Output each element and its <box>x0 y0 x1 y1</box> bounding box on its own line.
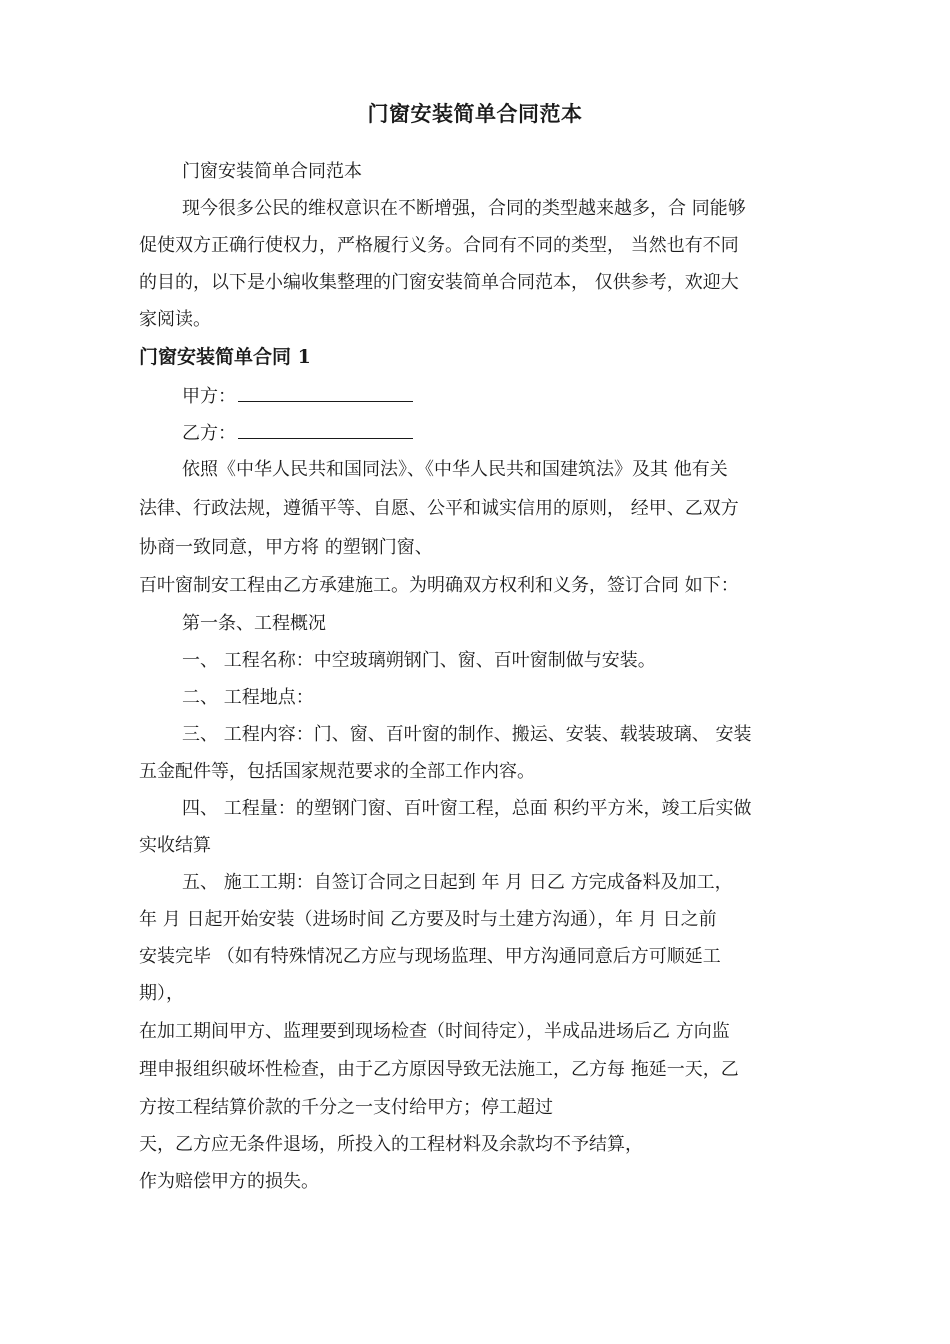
body-line: 五金配件等，包括国家规范要求的全部工作内容。 <box>139 761 535 782</box>
intro-line: 家阅读。 <box>139 309 211 330</box>
body-line: 理申报组织破坏性检查，由于乙方原因导致无法施工，乙方每 拖延一天，乙 <box>139 1059 739 1080</box>
intro-line: 的目的，以下是小编收集整理的门窗安装简单合同范本， 仅供参考，欢迎大 <box>139 272 739 293</box>
document-subtitle: 门窗安装简单合同范本 <box>182 161 362 182</box>
party-b-blank <box>238 420 413 439</box>
document-title: 门窗安装简单合同范本 <box>367 101 583 126</box>
section-heading: 门窗安装简单合同 1 <box>139 346 311 368</box>
body-line: 四、 工程量：的塑钢门窗、百叶窗工程，总面 积约平方米，竣工后实做 <box>182 798 752 819</box>
body-line: 二、 工程地点： <box>182 687 314 708</box>
intro-line: 促使双方正确行使权力，严格履行义务。合同有不同的类型， 当然也有不同 <box>139 235 739 256</box>
body-line: 方按工程结算价款的千分之一支付给甲方；停工超过 <box>139 1097 553 1118</box>
body-line: 年 月 日起开始安装（进场时间 乙方要及时与土建方沟通），年 月 日之前 <box>139 909 717 930</box>
body-line: 五、 施工工期：自签订合同之日起到 年 月 日乙 方完成备料及加工， <box>182 872 733 893</box>
body-line: 三、 工程内容：门、窗、百叶窗的制作、搬运、安装、载装玻璃、 安装 <box>182 724 752 745</box>
intro-line: 现今很多公民的维权意识在不断增强，合同的类型越来越多，合 同能够 <box>182 198 746 219</box>
body-line: 期）， <box>139 983 184 1004</box>
body-line: 在加工期间甲方、监理要到现场检查（时间待定），半成品进场后乙 方向监 <box>139 1021 730 1042</box>
body-line: 实收结算 <box>139 835 211 856</box>
party-b-label: 乙方： <box>182 423 236 444</box>
body-line: 协商一致同意，甲方将 的塑钢门窗、 <box>139 537 433 558</box>
party-b-line <box>182 420 413 446</box>
party-a-line <box>182 383 413 409</box>
party-a-label: 甲方： <box>182 386 236 407</box>
body-line: 百叶窗制安工程由乙方承建施工。为明确双方权利和义务，签订合同 如下： <box>139 575 739 596</box>
body-line: 作为赔偿甲方的损失。 <box>139 1171 319 1192</box>
body-line: 一、 工程名称：中空玻璃朔钢门、窗、百叶窗制做与安装。 <box>182 650 656 671</box>
body-line: 安装完毕 （如有特殊情况乙方应与现场监理、甲方沟通同意后方可顺延工 <box>139 946 721 967</box>
body-line: 天，乙方应无条件退场，所投入的工程材料及余款均不予结算， <box>139 1134 643 1155</box>
article-heading: 第一条、工程概况 <box>182 613 326 634</box>
body-line: 依照《中华人民共和国同法》、《中华人民共和国建筑法》及其 他有关 <box>182 459 728 480</box>
body-line: 法律、行政法规，遵循平等、自愿、公平和诚实信用的原则， 经甲、乙双方 <box>139 498 739 519</box>
party-a-blank <box>238 383 413 402</box>
